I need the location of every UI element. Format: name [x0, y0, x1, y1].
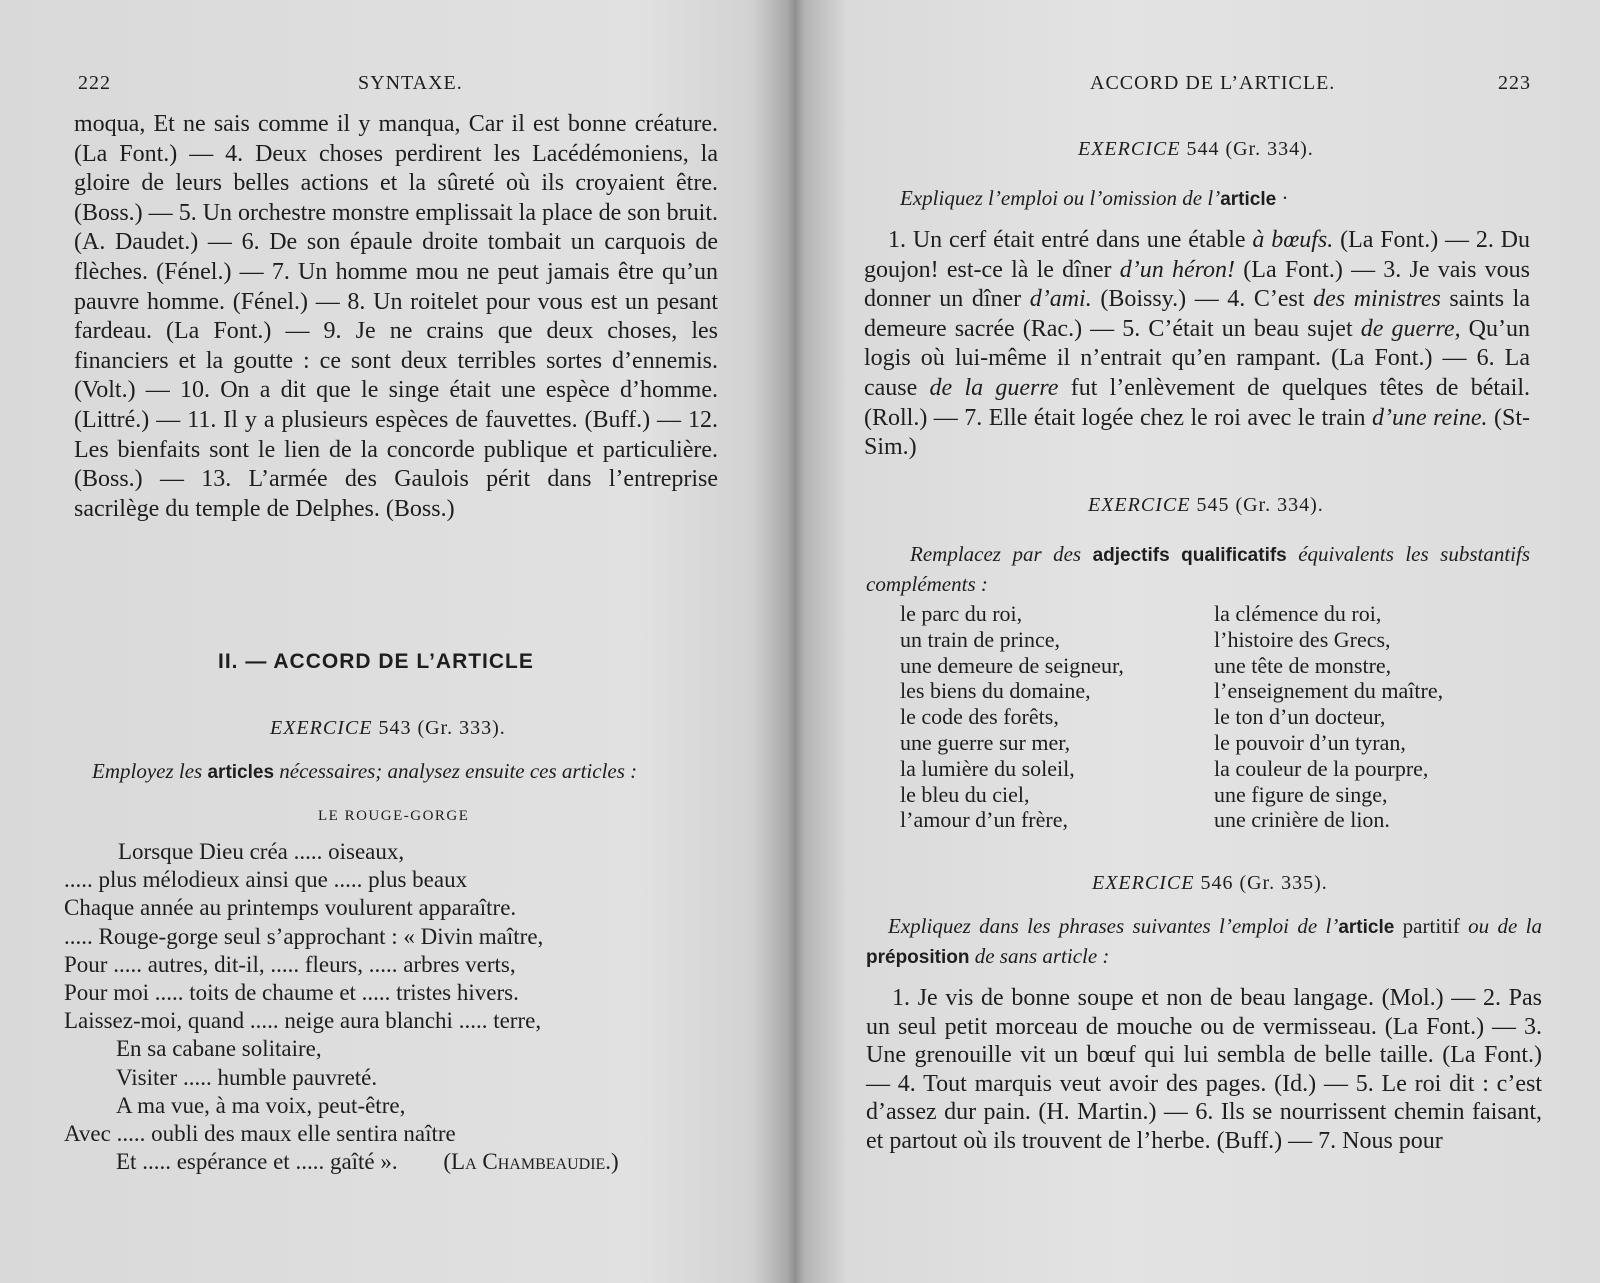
exercise-544-paragraph	[864, 226, 1530, 463]
poem-line: Visiter ..... humble pauvreté.	[116, 1064, 378, 1090]
poem-title: LE ROUGE-GORGE	[318, 808, 470, 824]
text-run: 1. Un cerf était entré dans une étable	[888, 227, 1253, 253]
instruction-part: ou de la	[1468, 914, 1543, 938]
phrase: l’histoire des Grecs,	[1214, 626, 1391, 652]
poem-line: A ma vue, à ma voix, peut-être,	[116, 1092, 406, 1118]
poem-line: Avec ..... oubli des maux elle sentira naître	[64, 1121, 456, 1147]
right-running-head: ACCORD DE L’ARTICLE.	[1090, 72, 1336, 94]
poem-line: ..... plus mélodieux ainsi que ..... plus beaux	[64, 867, 468, 893]
text-run: fut l’enlèvement de quelques têtes de bétail. (Roll.) — 7. Elle était logée chez le roi avec le train	[864, 374, 1530, 431]
poem-author: (La Chambeaudie.)	[443, 1149, 619, 1175]
instruction-bold: article	[1338, 917, 1395, 938]
phrase: une crinière de lion.	[1214, 807, 1390, 833]
poem-line: Chaque année au printemps voulurent apparaître.	[64, 895, 517, 921]
phrase: un train de prince,	[900, 626, 1061, 652]
poem-last-line: Et ..... espérance et ..... gaîté ».	[116, 1149, 398, 1175]
phrase: le bleu du ciel,	[900, 781, 1030, 807]
instruction-part: équivalents les substantifs compléments :	[866, 542, 1531, 596]
poem	[64, 838, 744, 1176]
poem-line: Lorsque Dieu créa ..... oiseaux,	[118, 839, 405, 864]
instruction-bold: préposition	[866, 947, 970, 968]
italic-example: d’un héron!	[1119, 256, 1236, 283]
exercise-545-title	[1088, 494, 1324, 517]
exercise-546-title	[1092, 872, 1328, 895]
exercise-number: 543 (Gr. 333).	[378, 717, 506, 739]
instruction-part: Employez les	[92, 759, 203, 783]
right-page	[800, 0, 1600, 1283]
phrase: une guerre sur mer,	[900, 729, 1071, 755]
instruction-part: ·	[1276, 186, 1289, 210]
poem-line: En sa cabane solitaire,	[116, 1036, 322, 1062]
instruction-part: Remplacez par des	[910, 542, 1082, 566]
phrase: la lumière du soleil,	[900, 755, 1075, 781]
text-run: (La Font.) — 3. Je vais vous donner un dîner	[864, 256, 1530, 313]
text-run: Qu’un logis où lui-même il n’entrait qu’en rampant. (La Font.) — 6. La cause	[864, 315, 1531, 401]
phrase: une figure de singe,	[1214, 781, 1388, 807]
exercise-546-text	[866, 984, 1542, 1156]
phrase: l’enseignement du maître,	[1214, 678, 1444, 704]
exercise-544-title	[1078, 138, 1314, 161]
poem-line: Pour moi ..... toits de chaume et ..... tristes hivers.	[64, 980, 519, 1006]
phrase: une demeure de seigneur,	[900, 652, 1124, 678]
exercise-544-text	[864, 226, 1530, 463]
instruction-part: partitif	[1394, 914, 1460, 938]
exercise-544-instruction	[900, 184, 1530, 214]
instruction-part: de sans article :	[974, 944, 1110, 968]
exercise-543-title	[270, 717, 506, 740]
phrase: le code des forêts,	[900, 704, 1059, 730]
left-continued-text	[74, 110, 718, 524]
exercise-word: EXERCICE	[270, 717, 373, 739]
exercise-546-paragraph: 1. Je vis de bonne soupe et non de beau langage. (Mol.) — 2. Pas un seul petit morceau de mouche ou de vermisseau. (La Font.) — 3. Une grenouille vit un bœuf qui lui sembla de belle taille. (La Font.) — 4. Tout marquis veut avoir des pages. (Id.) — 5. Le roi dit : c’est d’assez dur pain. (H. Martin.) — 6. Ils se nourrissent chemin faisant, et partout où ils trouvent de l’herbe. (Buff.) — 7. Nous pour	[866, 985, 1542, 1154]
exercise-545-instruction	[866, 540, 1530, 598]
instruction-bold: adjectifs qualificatifs	[1092, 545, 1287, 566]
poem-line: Laissez-moi, quand ..... neige aura blanchi ..... terre,	[64, 1008, 542, 1034]
exercise-word: EXERCICE	[1092, 872, 1195, 894]
phrase: une tête de monstre,	[1214, 652, 1392, 678]
section-title: II. — ACCORD DE L’ARTICLE	[218, 650, 534, 673]
left-page-number: 222	[78, 72, 111, 94]
exercise-number: 546 (Gr. 335).	[1200, 872, 1328, 894]
phrase: l’amour d’un frère,	[900, 807, 1068, 833]
text-run: (La Font.) — 2. Du goujon! est-ce là le dîner	[864, 227, 1530, 283]
italic-example: à bœufs.	[1252, 227, 1334, 253]
instruction-part: Expliquez l’emploi ou l’omission de l’	[900, 186, 1221, 210]
instruction-bold: article	[1220, 189, 1277, 210]
left-page	[0, 0, 790, 1283]
italic-example: d’une reine.	[1372, 404, 1488, 431]
text-run: (Boissy.) — 4. C’est	[1091, 286, 1314, 313]
phrase: la couleur de la pourpre,	[1214, 755, 1429, 781]
text-run: saints la demeure sacrée (Rac.) — 5. C’était un beau sujet	[864, 286, 1530, 342]
instruction-bold: articles	[207, 762, 275, 783]
right-page-number: 223	[1498, 72, 1531, 94]
italic-example: des ministres	[1313, 286, 1441, 313]
italic-example: d’ami.	[1029, 286, 1092, 313]
phrase: le pouvoir d’un tyran,	[1214, 729, 1406, 755]
exercise-545-col-right	[1214, 601, 1443, 833]
continued-paragraph: moqua, Et ne sais comme il y manqua, Car il est bonne créature. (La Font.) — 4. Deux choses perdirent les Lacédémoniens, la gloire de leurs belles actions et la sûreté où ils croyaient être. (Boss.) — 5. Un orchestre monstre emplissait la place de son bruit. (A. Daudet.) — 6. De son épaule droite tombait un carquois de flèches. (Fénel.) — 7. Un homme mou ne peut jamais être qu’un pauvre homme. (Fénel.) — 8. Un roitelet pour vous est un pesant fardeau. (La Font.) — 9. Je ne crains que deux choses, les financiers et la goutte : ce sont deux terribles sortes d’ennemis. (Volt.) — 10. On a dit que le singe était une espèce d’homme. (Littré.) — 11. Il y a plusieurs espèces de fauvettes. (Buff.) — 12. Les bienfaits sont le lien de la concorde publique et particulière. (Boss.) — 13. L’armée des Gaulois périt dans l’entreprise sacrilège du temple de Delphes. (Boss.)	[74, 111, 718, 522]
exercise-545-col-left	[900, 601, 1124, 833]
instruction-part: Expliquez dans les phrases suivantes l’emploi de l’	[888, 914, 1339, 938]
exercise-word: EXERCICE	[1078, 138, 1181, 160]
exercise-number: 545 (Gr. 334).	[1196, 494, 1324, 516]
phrase: le parc du roi,	[900, 601, 1023, 626]
phrase: les biens du domaine,	[900, 678, 1091, 704]
phrase: le ton d’un docteur,	[1214, 704, 1386, 730]
exercise-number: 544 (Gr. 334).	[1186, 138, 1314, 160]
instruction-part: nécessaires; analysez ensuite ces articles :	[279, 759, 638, 783]
left-running-head: SYNTAXE.	[358, 72, 463, 94]
phrase: la clémence du roi,	[1214, 601, 1382, 626]
poem-line: Pour ..... autres, dit-il, ..... fleurs, ..... arbres verts,	[64, 951, 516, 977]
exercise-543-instruction	[92, 757, 732, 787]
poem-line	[64, 1148, 744, 1176]
exercise-word: EXERCICE	[1088, 494, 1191, 516]
exercise-546-instruction	[866, 912, 1542, 972]
italic-example: de la guerre	[929, 374, 1059, 401]
poem-line: ..... Rouge-gorge seul s’approchant : « Divin maître,	[64, 923, 544, 949]
text-run: (St-Sim.)	[864, 404, 1530, 461]
italic-example: de guerre,	[1360, 315, 1461, 342]
